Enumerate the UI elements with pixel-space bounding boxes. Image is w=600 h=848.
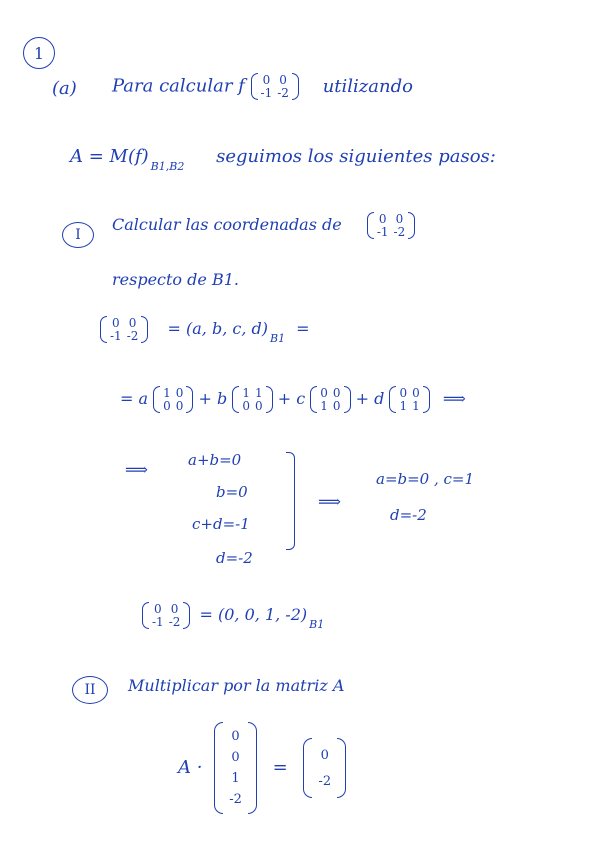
intro-text: Para calcular f <box>112 75 245 97</box>
intro-rest: utilizando <box>322 75 413 97</box>
step1-number-circle <box>62 222 94 248</box>
result-sub: B1 <box>309 618 325 631</box>
coef-d: + d <box>355 389 385 408</box>
result-eq: = (0, 0, 1, -2) <box>199 605 308 624</box>
step2-text: Multiplicar por la matriz A <box>128 676 345 695</box>
basis-e2: 1 1 0 0 <box>232 386 272 413</box>
result-matrix: 0 0 -1 -2 <box>142 602 190 629</box>
coef-a: = a <box>120 389 149 408</box>
system-implies: ⟹ <box>125 460 148 479</box>
system-eq-4: d=-2 <box>216 549 253 567</box>
step1-text: Calcular las coordenadas de <box>112 215 342 234</box>
coef-c: + c <box>277 389 306 408</box>
final-vector: 0 0 1 -2 <box>214 722 257 814</box>
basis-e3: 0 0 1 0 <box>310 386 350 413</box>
target-matrix: 0 0 -1 -2 <box>251 73 299 100</box>
step1-number: I <box>75 227 81 243</box>
final-equation <box>178 722 346 814</box>
coords-sub: B1 <box>269 332 286 345</box>
final-result-vector: 0 -2 <box>303 738 346 798</box>
system-brace <box>286 452 295 550</box>
system-eq-1: a+b=0 <box>188 451 242 469</box>
solution-line-2: d=-2 <box>390 506 427 524</box>
result-line <box>142 602 324 629</box>
basis-e1: 1 0 0 0 <box>153 386 193 413</box>
coords-eq: = (a, b, c, d) <box>167 319 268 338</box>
step2-number: II <box>84 682 96 698</box>
system-implies-2: ⟹ <box>318 492 341 511</box>
step1-text2: respecto de B1. <box>112 270 239 289</box>
final-eq: = <box>272 757 288 778</box>
final-lhs: A · <box>178 757 203 778</box>
system-eq-3: c+d=-1 <box>192 515 250 533</box>
step1-matrix: 0 0 -1 -2 <box>367 212 415 239</box>
step1-line <box>112 212 415 239</box>
steps-intro: seguimos los siguientes pasos: <box>216 146 496 167</box>
step2-number-circle <box>72 676 108 704</box>
matrix-basis-sub: B1,B2 <box>150 160 185 173</box>
matrix-lhs: A = M(f) <box>70 146 149 167</box>
section-number: 1 <box>33 43 45 63</box>
basis-e4: 0 0 1 1 <box>389 386 429 413</box>
system-eq-2: b=0 <box>216 483 248 501</box>
intro-line <box>112 73 413 100</box>
combination-line <box>120 386 466 413</box>
part-label: (a) <box>52 78 77 99</box>
implies-arrow: ⟹ <box>442 389 466 408</box>
coords-end: = <box>296 319 310 338</box>
solution-line-1: a=b=0 , c=1 <box>376 470 475 488</box>
coords-line <box>100 316 310 343</box>
coef-b: + b <box>198 389 228 408</box>
section-number-circle <box>23 37 55 69</box>
coords-matrix: 0 0 -1 -2 <box>100 316 148 343</box>
matrix-definition-line <box>70 146 496 173</box>
